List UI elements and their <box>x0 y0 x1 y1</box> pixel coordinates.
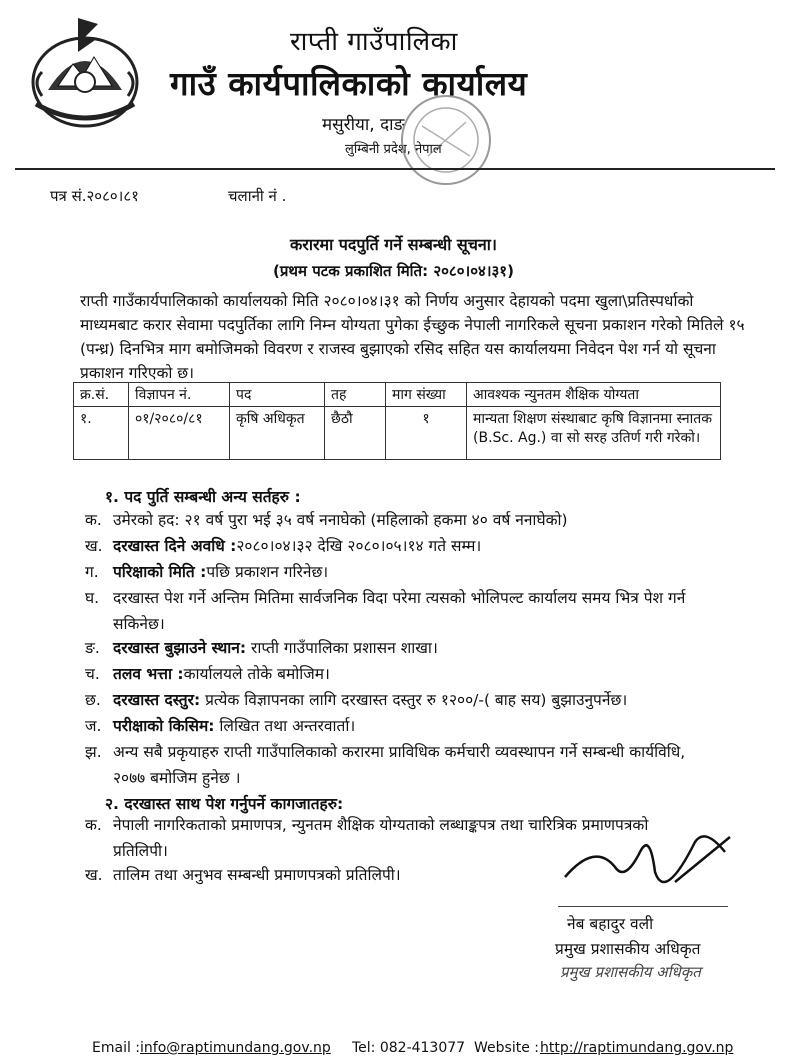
list-item <box>85 585 745 637</box>
org-name: राप्ती गाउँपालिका <box>290 27 458 57</box>
item-text: लिखित तथा अन्तरवार्ता। <box>219 717 356 735</box>
col-sn: क्र.सं. <box>74 383 129 407</box>
address-line1: मसुरीया, दाङ <box>322 115 405 135</box>
signatory-name: नेब बहादुर वली <box>567 915 654 933</box>
phone-number: Tel: 082-413077 <box>352 1040 466 1056</box>
list-item <box>85 687 745 713</box>
item-label: ङ. <box>85 639 100 657</box>
address-line2: लुम्बिनी प्रदेश, नेपाल <box>345 142 442 157</box>
item-label: घ. <box>85 589 100 607</box>
cell-demand: १ <box>386 407 467 460</box>
item-label: ज. <box>85 717 102 735</box>
government-emblem-icon <box>28 12 143 130</box>
item-key: दरखास्त दस्तुर: <box>113 691 201 709</box>
handwritten-signature <box>555 822 755 912</box>
dispatch-number: चलानी नं . <box>228 187 287 205</box>
website-label: Website : <box>474 1040 539 1056</box>
header-divider <box>15 168 775 170</box>
email-link[interactable]: info@raptimundang.gov.np <box>140 1040 331 1056</box>
col-post: पद <box>230 383 325 407</box>
item-text: अन्य सबै प्रकृयाहरु राप्ती गाउँपालिकाको करारमा प्राविधिक कर्मचारी व्यवस्थापन गर्ने सम्बन्धी कार्यविधि, <box>113 743 686 761</box>
list-item <box>85 635 745 661</box>
item-text: उमेरको हद: २१ वर्ष पुरा भई ३५ वर्ष ननाघेको (महिलाको हकमा ४० वर्ष ननाघेको) <box>113 511 568 529</box>
cell-level: छैठौ <box>325 407 386 460</box>
section2-heading: २. दरखास्त साथ पेश गर्नुपर्ने कागजातहरु: <box>105 795 344 813</box>
section1-heading: १. पद पुर्ति सम्बन्धी अन्य सर्तहरु : <box>105 488 301 506</box>
signatory-title: प्रमुख प्रशासकीय अधिकृत <box>555 940 701 958</box>
list-item <box>85 507 745 533</box>
item-text: कार्यालयले तोके बमोजिम। <box>183 665 330 683</box>
item-label: छ. <box>85 691 101 709</box>
list-item <box>85 713 745 739</box>
col-qualification: आवश्यक न्युनतम शैक्षिक योग्यता <box>467 383 721 407</box>
office-name: गाउँ कार्यपालिकाको कार्यालय <box>170 64 528 103</box>
item-label: क. <box>85 511 102 529</box>
signatory-stamp: प्रमुख प्रशासकीय अधिकृत <box>560 963 701 981</box>
notice-subtitle: (प्रथम पटक प्रकाशित मिति: २०८०।०४।३१) <box>273 262 514 280</box>
item-text: दरखास्त पेश गर्ने अन्तिम मितिमा सार्वजनिक विदा परेमा त्यसको भोलिपल्ट कार्यालय समय भित्र पेश गर्न <box>113 589 686 607</box>
item-text: प्रत्येक विज्ञापनका लागि दरखास्त दस्तुर रु १२००/-( बाह सय) बुझाउनुपर्नेछ। <box>205 691 628 709</box>
col-level: तह <box>325 383 386 407</box>
col-ad-no: विज्ञापन नं. <box>129 383 230 407</box>
item-text-cont: २०७७ बमोजिम हुनेछ । <box>113 769 241 787</box>
vacancy-table <box>73 382 721 460</box>
item-label: झ. <box>85 743 102 761</box>
cell-qualification: मान्यता शिक्षण संस्थाबाट कृषि विज्ञानमा स्नातक (B.Sc. Ag.) वा सो सरह उतिर्ण गरी गरेको। <box>467 407 721 460</box>
cell-post: कृषि अधिकृत <box>230 407 325 460</box>
item-label: ख. <box>85 537 103 555</box>
item-text-cont: सकिनेछ। <box>113 615 165 633</box>
col-demand: माग संख्या <box>386 383 467 407</box>
list-item <box>85 739 745 791</box>
office-seal-stamp <box>392 86 500 194</box>
item-text: पछि प्रकाशन गरिनेछ। <box>206 563 329 581</box>
letter-number: पत्र सं.२०८०।८१ <box>50 187 139 205</box>
list-item <box>85 661 745 687</box>
notice-title: करारमा पदपुर्ति गर्ने सम्बन्धी सूचना। <box>290 235 497 254</box>
item-label: ग. <box>85 563 99 581</box>
item-text: तालिम तथा अनुभव सम्बन्धी प्रमाणपत्रको प्रतिलिपी। <box>113 866 401 884</box>
item-key: दरखास्त बुझाउने स्थान: <box>113 639 247 657</box>
item-label: ख. <box>85 866 103 884</box>
item-label: क. <box>85 816 102 834</box>
signature-line <box>558 906 728 907</box>
item-key: परिक्षाको मिति : <box>113 563 207 581</box>
table-header-row <box>74 383 721 407</box>
item-text-cont: प्रतिलिपी। <box>113 842 168 860</box>
email-label: Email : <box>92 1040 141 1056</box>
cell-ad-no: ०१/२०८०/८१ <box>129 407 230 460</box>
cell-sn: १. <box>74 407 129 460</box>
item-text: नेपाली नागरिकताको प्रमाणपत्र, न्युनतम शैक्षिक योग्यताको लब्धाङ्कपत्र तथा चारित्रिक प्रमाणपत्रको <box>113 816 649 834</box>
item-label: च. <box>85 665 100 683</box>
item-text: २०८०।०४।३२ देखि २०८०।०५।१४ गते सम्म। <box>236 537 482 555</box>
list-item <box>85 559 745 585</box>
item-key: दरखास्त दिने अवधि : <box>113 537 237 555</box>
item-text: राप्ती गाउँपालिका प्रशासन शाखा। <box>250 639 438 657</box>
website-link[interactable]: http://raptimundang.gov.np <box>540 1040 734 1056</box>
item-key: परीक्षाको किसिम: <box>113 717 215 735</box>
notice-paragraph: राप्ती गाउँकार्यपालिकाको कार्यालयको मिति २०८०।०४।३१ को निर्णय अनुसार देहायको पदमा खुला\प्रतिस्पर्धाको माध्यमबाट करार सेवामा पदपुर्तिका लागि निम्न योग्यता पुगेका ईच्छुक नेपाली नागरिकले सूचना प्रकाशन गरेको मितिले १५ (पन्ध्र) दिनभित्र माग बमोजिमको विवरण र राजस्व बुझाएको रसिद सहित यस कार्यालयमा निवेदन पेश गर्न यो सूचना प्रकाशन गरिएको छ। <box>80 292 745 382</box>
table-row <box>74 407 721 460</box>
list-item <box>85 533 745 559</box>
item-key: तलव भत्ता : <box>113 665 184 683</box>
